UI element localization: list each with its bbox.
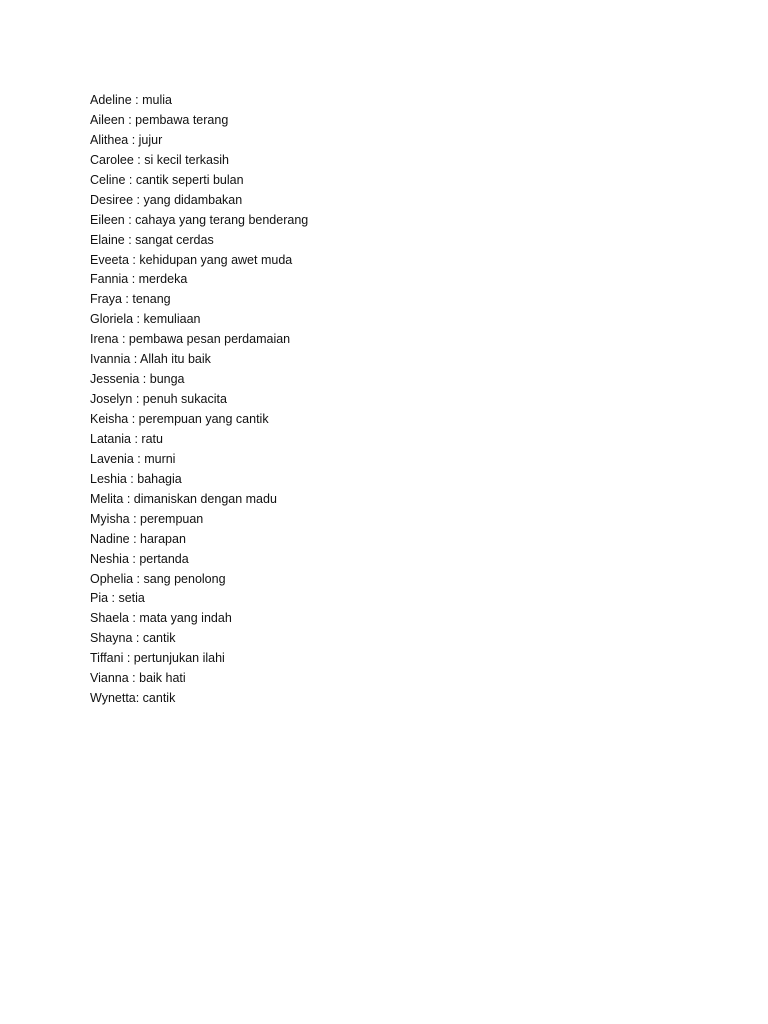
list-item: Neshia : pertanda bbox=[90, 551, 189, 566]
list-item: Jessenia : bunga bbox=[90, 372, 185, 387]
list-item: Fraya : tenang bbox=[90, 292, 171, 307]
list-item: Gloriela : kemuliaan bbox=[90, 312, 201, 327]
list-item: Shayna : cantik bbox=[90, 631, 176, 646]
list-item: Eileen : cahaya yang terang benderang bbox=[90, 212, 309, 227]
list-item: Carolee : si kecil terkasih bbox=[90, 152, 229, 167]
list-item: Vianna : baik hati bbox=[90, 671, 186, 686]
list-item: Tiffani : pertunjukan ilahi bbox=[90, 651, 225, 666]
list-item: Keisha : perempuan yang cantik bbox=[90, 412, 269, 426]
list-item: Elaine : sangat cerdas bbox=[90, 232, 214, 247]
list-item: Shaela : mata yang indah bbox=[90, 611, 232, 626]
list-item: Joselyn : penuh sukacita bbox=[90, 392, 227, 407]
list-item: Desiree : yang didambakan bbox=[90, 192, 243, 207]
name-meaning-list bbox=[90, 91, 308, 709]
list-item: Celine : cantik seperti bulan bbox=[90, 172, 244, 187]
list-item: Eveeta : kehidupan yang awet muda bbox=[90, 252, 293, 267]
list-item: Leshia : bahagia bbox=[90, 471, 182, 486]
list-item: Wynetta: cantik bbox=[90, 691, 176, 706]
list-item: Ophelia : sang penolong bbox=[90, 571, 226, 586]
list-item: Alithea : jujur bbox=[90, 132, 163, 147]
list-item: Irena : pembawa pesan perdamaian bbox=[90, 332, 291, 347]
list-item: Adeline : mulia bbox=[90, 93, 172, 107]
list-item: Aileen : pembawa terang bbox=[90, 112, 229, 127]
list-item: Pia : setia bbox=[90, 591, 145, 606]
list-item: Nadine : harapan bbox=[90, 531, 186, 546]
list-item: Lavenia : murni bbox=[90, 451, 176, 466]
list-item: Latania : ratu bbox=[90, 431, 163, 446]
list-item: Melita : dimaniskan dengan madu bbox=[90, 491, 277, 506]
list-item: Fannia : merdeka bbox=[90, 272, 188, 287]
list-item: Myisha : perempuan bbox=[90, 511, 204, 526]
list-item: Ivannia : Allah itu baik bbox=[90, 352, 211, 367]
